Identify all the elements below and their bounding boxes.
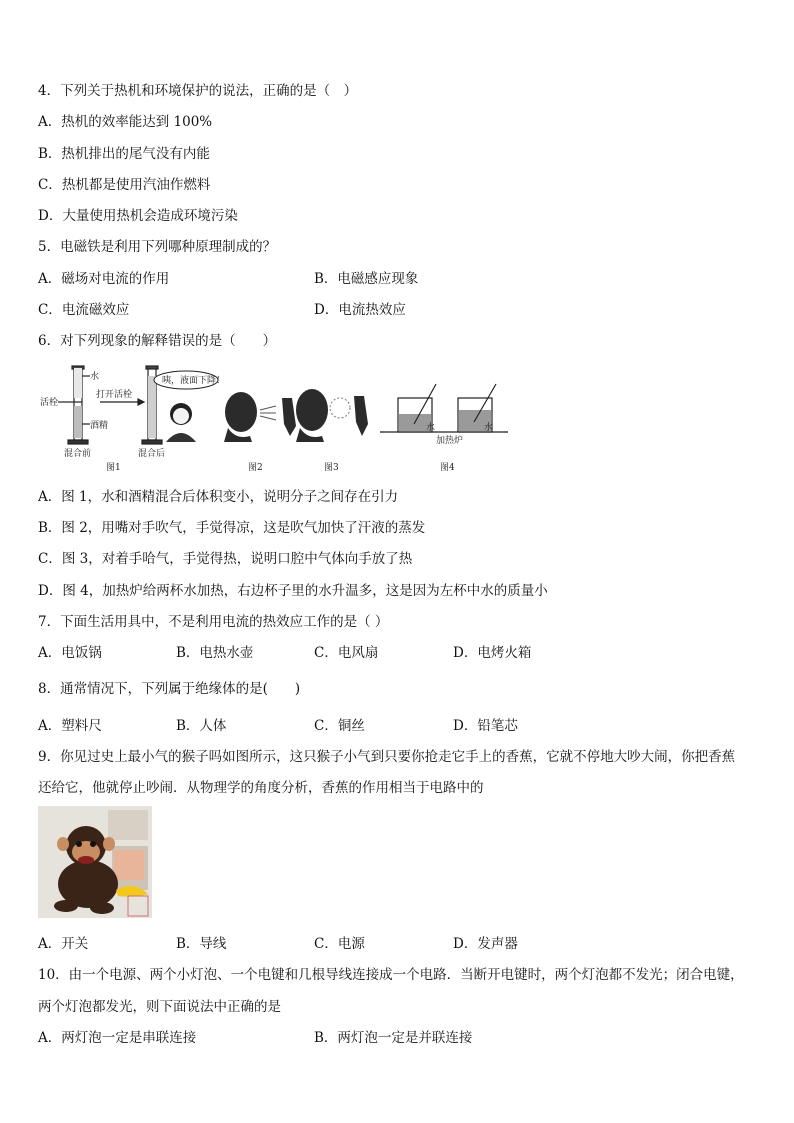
q4-option-c: C．热机都是使用汽油作燃料 xyxy=(38,177,211,193)
fig1-label-after: 混合后 xyxy=(138,449,166,459)
fig2-blowing-illustration xyxy=(224,392,296,442)
q8-option-c: C．铜丝 xyxy=(314,718,365,734)
q5-stem: 5．电磁铁是利用下列哪种原理制成的？ xyxy=(38,239,277,255)
fig4-label-heater: 加热炉 xyxy=(436,436,464,446)
q9-option-d: D．发声器 xyxy=(453,936,518,952)
q4-option-d: D．大量使用热机会造成环境污染 xyxy=(38,208,238,224)
q7-option-a: A．电饭锅 xyxy=(38,645,102,661)
q8-option-b: B．人体 xyxy=(176,718,227,734)
q10-option-b: B．两灯泡一定是并联连接 xyxy=(314,1030,473,1046)
q6-option-b: B．图 2，用嘴对手吹气，手觉得凉，这是吹气加快了汗液的蒸发 xyxy=(38,520,426,536)
q10-option-a: A．两灯泡一定是串联连接 xyxy=(38,1030,197,1046)
q9-monkey-photo xyxy=(38,806,152,918)
q8-stem: 8．通常情况下，下列属于绝缘体的是( ) xyxy=(38,681,301,697)
q8-option-d: D．铅笔芯 xyxy=(453,718,518,734)
q10-stem-line2: 两个灯泡都发光，则下面说法中正确的是 xyxy=(38,999,281,1015)
fig3-breathing-illustration xyxy=(296,389,368,442)
q7-option-d: D．电烤火箱 xyxy=(453,645,532,661)
q9-option-a: A．开关 xyxy=(38,936,89,952)
q6-figure xyxy=(38,362,518,477)
q7-option-c: C．电风扇 xyxy=(314,645,379,661)
q4-option-b: B．热机排出的尾气没有内能 xyxy=(38,146,210,162)
fig1-label-alcohol: 酒精 xyxy=(90,421,109,431)
fig1-label-before: 混合前 xyxy=(64,449,92,459)
q4-option-a: A．热机的效率能达到 100% xyxy=(38,114,213,130)
fig1-label-water: 水 xyxy=(90,372,100,382)
q6-option-a: A．图 1，水和酒精混合后体积变小，说明分子之间存在引力 xyxy=(38,489,399,505)
fig1-speech-bubble: 咦，液面下降！ xyxy=(162,376,226,386)
fig4-cup-left-label: 水 xyxy=(426,423,436,433)
q10-stem-line1: 10．由一个电源、两个小灯泡、一个电键和几根导线连接成一个电路．当断开电键时，两个灯泡都不发光；闭合电键， xyxy=(38,967,744,983)
q9-stem-line1: 9．你见过史上最小气的猴子吗如图所示，这只猴子小气到只要你抢走它手上的香蕉，它就不停地大吵大闹，你把香蕉 xyxy=(38,749,736,765)
q7-stem: 7．下面生活用具中，不是利用电流的热效应工作的是（ ） xyxy=(38,614,389,630)
q6-stem: 6．对下列现象的解释错误的是（ ） xyxy=(38,333,277,349)
fig1-tubes-illustration xyxy=(58,366,162,444)
fig4-caption: 图4 xyxy=(440,463,455,473)
q4-stem: 4．下列关于热机和环境保护的说法，正确的是（ ） xyxy=(38,83,358,99)
fig4-cup-right-label: 水 xyxy=(484,423,494,433)
q7-option-b: B．电热水壶 xyxy=(176,645,254,661)
q9-option-b: B．导线 xyxy=(176,936,227,952)
fig1-label-valve: 活栓 xyxy=(40,398,59,408)
q9-stem-line2: 还给它，他就停止吵闹．从物理学的角度分析，香蕉的作用相当于电路中的 xyxy=(38,780,484,796)
q5-option-d: D．电流热效应 xyxy=(314,302,406,318)
q5-option-a: A．磁场对电流的作用 xyxy=(38,271,170,287)
fig3-caption: 图3 xyxy=(324,463,339,473)
q8-option-a: A．塑料尺 xyxy=(38,718,102,734)
q5-option-b: B．电磁感应现象 xyxy=(314,271,419,287)
q6-option-c: C．图 3，对着手哈气，手觉得热，说明口腔中气体向手放了热 xyxy=(38,551,413,567)
fig2-caption: 图2 xyxy=(248,463,263,473)
fig1-caption: 图1 xyxy=(106,463,121,473)
q5-option-c: C．电流磁效应 xyxy=(38,302,130,318)
q6-option-d: D．图 4，加热炉给两杯水加热，右边杯子里的水升温多，这是因为左杯中水的质量小 xyxy=(38,583,548,599)
fig1-label-open: 打开活栓 xyxy=(96,390,133,400)
q9-option-c: C．电源 xyxy=(314,936,365,952)
